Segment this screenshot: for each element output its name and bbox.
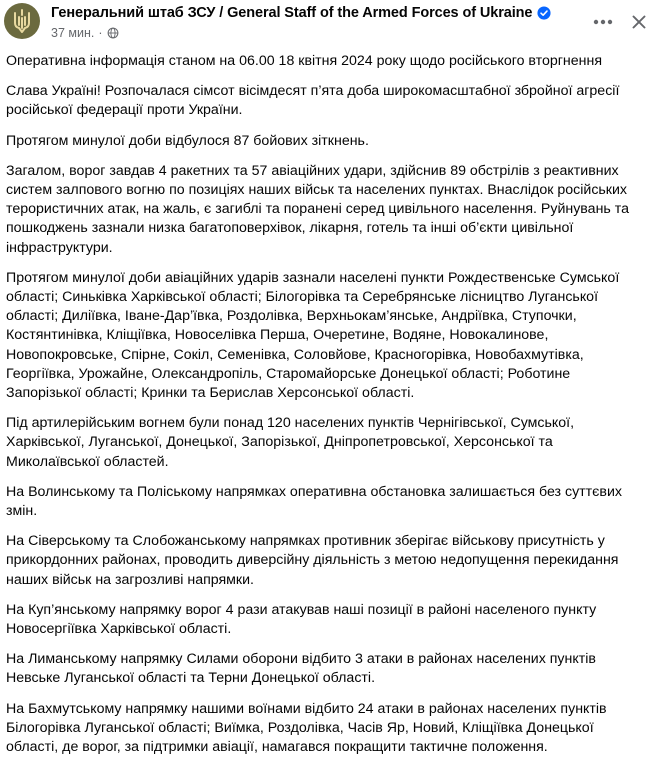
post-paragraph: На Волинському та Поліському напрямках оперативна обстановка залишається без суттєвих змін. [6,483,622,520]
more-options-icon[interactable] [591,10,615,34]
page-avatar[interactable] [4,3,40,39]
author-name[interactable]: Генеральний штаб ЗСУ / General Staff of the Armed Forces of Ukraine [51,5,533,21]
post-actions [579,10,651,34]
post-body [6,52,646,768]
post-paragraph: На Куп’янському напрямку ворог 4 рази атакував наші позиції в районі населеного пункту Новосергіївка Харківської області. [6,601,597,638]
verified-badge-icon [537,6,551,20]
post-paragraph: Загалом, ворог завдав 4 ракетних та 57 авіаційних удари, здійснив 89 обстрілів з реактивних систем залпового вогню по позиціях наших військ та населених пунктах. Внаслідок російських терористичних атак, на жаль, є загиблі та поранені серед цивільного населення. Руйнувань та пошкоджень зазнали низка багатоповерхівок, лікарня, готель та інші об’єкти цивільної інфраструктури. [6,162,629,256]
post-paragraph: Протягом минулої доби відбулося 87 бойових зіткнень. [6,132,369,149]
post-paragraph: На Лиманському напрямку Силами оборони відбито 3 атаки в районах населених пунктів Невське Луганської області та Терни Донецької області. [6,651,596,687]
post-timestamp[interactable]: 37 мин. [51,26,95,40]
post-paragraph: Протягом минулої доби авіаційних ударів зазнали населені пункти Рождественське Сумської області; Синьківка Харківської області; Білогорівка та Серебрянське лісництво Луганської області; Диліївка, Іване-Дар’ївка, Роздолівка, Верхньокам’янське, Андріївка, Ступочки, Костянтинівка, Кліщіївка, Новоселівка Перша, Очеретине, Водяне, Новокалинове, Новопокровське, Спірне, Сокіл, Семенівка, Соловйове, Красногорівка, Новобахмутівка, Георгіївка, Урожайне, Олександропіль, Старомайорське Донецької області; Роботине Запорізької області; Кринки та Берислав Херсонської області. [6,269,620,402]
post-paragraph: Оперативна інформація станом на 06.00 18 квітня 2024 року щодо російського вторгнення [6,53,602,69]
post-paragraph: На Сіверському та Слобожанському напрямках противник зберігає військову присутність у прикордонних районах, проводить диверсійну діяльність з метою недопущення перекидання наших військ на загрозливі напрямки. [6,533,619,588]
post-meta [51,26,119,40]
post-paragraph: Слава Україні! Розпочалася сімсот вісімдесят п’ята доба широкомасштабної збройної агресії російської федерації проти України. [6,83,620,119]
globe-icon[interactable] [107,27,119,39]
trident-emblem-icon [11,9,33,33]
author-line [51,5,551,21]
post-paragraph: Під артилерійським вогнем були понад 120 населених пунктів Чернігівської, Сумської, Харківської, Луганської, Донецької, Запорізької, Дніпропетровської, Херсонської та Миколаївської областей. [6,415,575,470]
meta-separator: · [98,26,103,40]
post-header [0,0,659,48]
post-paragraph: На Бахмутському напрямку нашими воїнами відбито 24 атаки в районах населених пунктів Білогорівка Луганської області; Виїмка, Роздолівка, Часів Яр, Новий, Кліщіївка Донецької області, де ворог, за підтримки авіації, намагався покращити тактичне положення. [6,700,607,756]
close-icon[interactable] [627,10,651,34]
